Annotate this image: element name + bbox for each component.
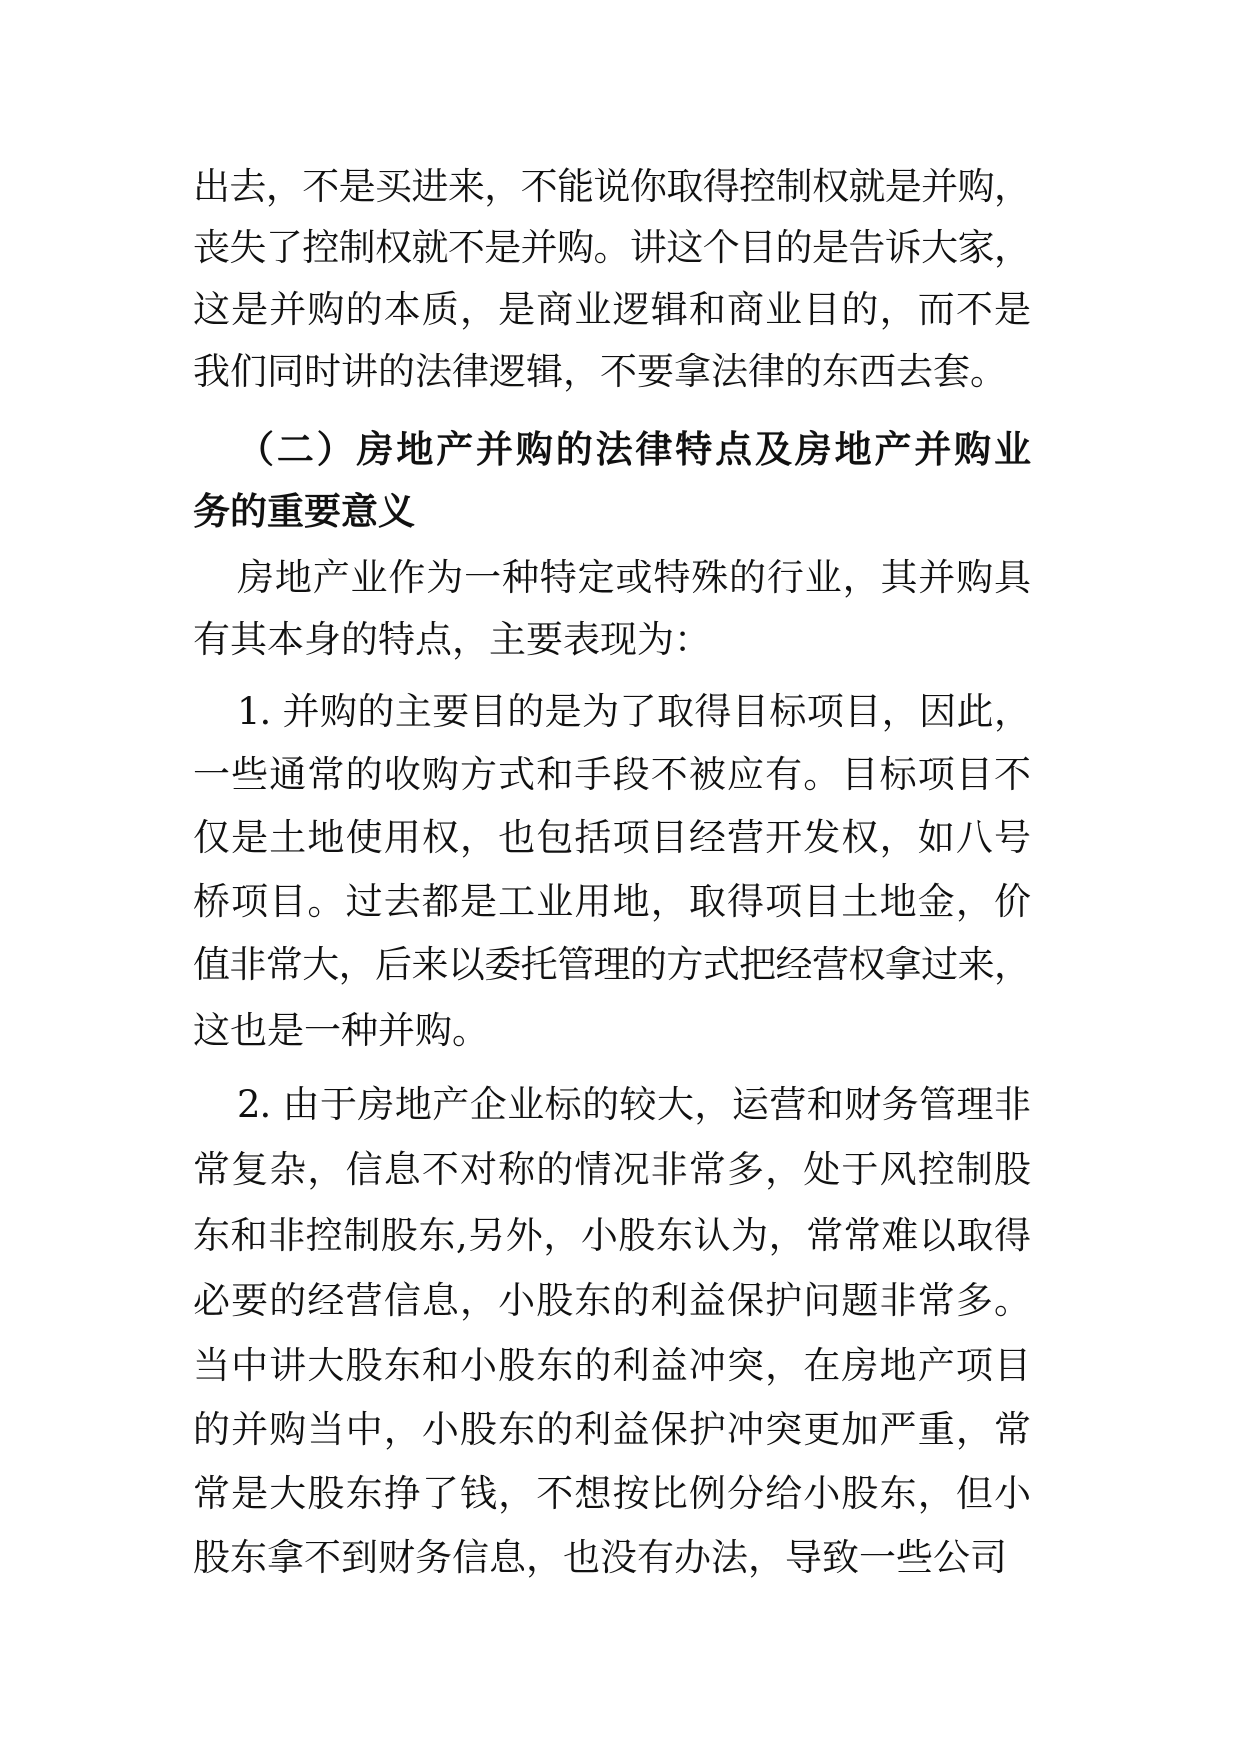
paragraph-line: 股东拿不到财务信息，也没有办法，导致一些公司 xyxy=(193,1536,1007,1579)
paragraph-line: 当中讲大股东和小股东的利益冲突，在房地产项目 xyxy=(193,1344,1030,1387)
paragraph-line: 的并购当中，小股东的利益保护冲突更加严重，常 xyxy=(193,1408,1030,1451)
paragraph-line: 东和非控制股东,另外，小股东认为，常常难以取得 xyxy=(193,1214,1030,1257)
paragraph-line: 这也是一种并购。 xyxy=(193,1009,489,1052)
paragraph-line: 房地产业作为一种特定或特殊的行业，其并购具 xyxy=(237,556,1030,599)
paragraph-line: 值非常大，后来以委托管理的方式把经营权拿过来， xyxy=(193,943,1030,986)
paragraph-line: 1. 并购的主要目的是为了取得目标项目，因此， xyxy=(237,690,1030,733)
paragraph-line: 常是大股东挣了钱，不想按比例分给小股东，但小 xyxy=(193,1472,1030,1515)
paragraph-line: 一些通常的收购方式和手段不被应有。目标项目不 xyxy=(193,753,1030,796)
paragraph-line: 这是并购的本质，是商业逻辑和商业目的，而不是 xyxy=(193,288,1030,331)
paragraph-line: 我们同时讲的法律逻辑，不要拿法律的东西去套。 xyxy=(193,350,1007,393)
paragraph-line: 必要的经营信息，小股东的利益保护问题非常多。 xyxy=(193,1279,1030,1322)
heading-line: （二）房地产并购的法律特点及房地产并购业 xyxy=(237,427,1030,471)
paragraph-line: 丧失了控制权就不是并购。讲这个目的是告诉大家， xyxy=(193,226,1030,269)
paragraph-line: 有其本身的特点，主要表现为： xyxy=(193,618,711,661)
paragraph-line: 仅是土地使用权，也包括项目经营开发权，如八号 xyxy=(193,816,1030,859)
paragraph-line: 常复杂，信息不对称的情况非常多，处于风控制股 xyxy=(193,1148,1030,1191)
paragraph-line: 桥项目。过去都是工业用地，取得项目土地金，价 xyxy=(193,880,1030,923)
paragraph-line: 出去，不是买进来，不能说你取得控制权就是并购， xyxy=(193,165,1030,208)
paragraph-line: 2. 由于房地产企业标的较大，运营和财务管理非 xyxy=(237,1083,1030,1126)
heading-line: 务的重要意义 xyxy=(193,489,415,533)
